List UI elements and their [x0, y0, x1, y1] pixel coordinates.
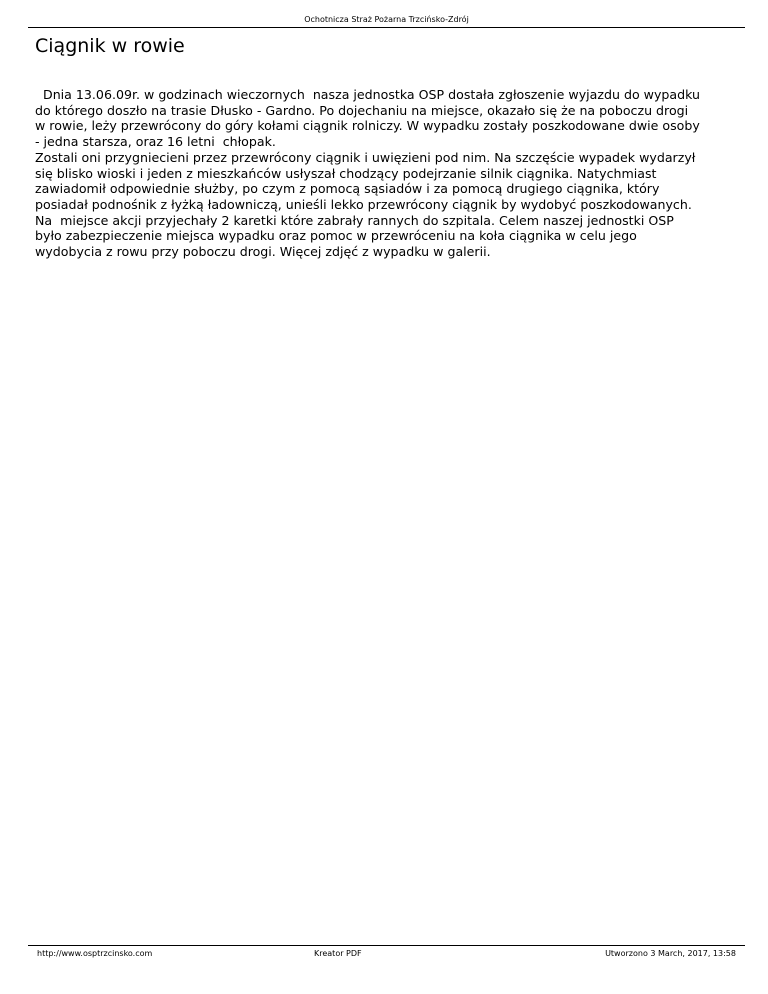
footer-url: http://www.osptrzcinsko.com — [37, 949, 153, 958]
footer-generator: Kreator PDF — [314, 949, 362, 958]
site-name: Ochotnicza Straż Pożarna Trzcińsko-Zdrój — [304, 15, 469, 24]
page-footer — [28, 945, 745, 960]
article-title: Ciągnik w rowie — [35, 35, 185, 57]
article-line: Na miejsce akcji przyjechały 2 karetki które zabrały rannych do szpitala. Celem naszej jednostki OSP — [35, 212, 674, 228]
article-line: Zostali oni przygniecieni przez przewrócony ciągnik i uwięzieni pod nim. Na szczęście wypadek wydarzył — [35, 149, 696, 165]
article-body — [35, 87, 741, 260]
article-line: Dnia 13.06.09r. w godzinach wieczornych nasza jednostka OSP dostała zgłoszenie wyjazdu do wypadku — [35, 87, 700, 102]
article-line: było zabezpieczenie miejsca wypadku oraz pomoc w przewróceniu na koła ciągnika w celu jego — [35, 228, 637, 244]
article-line: - jedna starsza, oraz 16 letni chłopak. — [35, 134, 276, 150]
article-line: wydobycia z rowu przy poboczu drogi. Więcej zdjęć z wypadku w galerii. — [35, 244, 491, 260]
article-line: posiadał podnośnik z łyżką ładowniczą, unieśli lekko przewrócony ciągnik by wydobyć poszkodowanych. — [35, 196, 692, 212]
article-line: w rowie, leży przewrócony do góry kołami ciągnik rolniczy. W wypadku zostały poszkodowane dwie osoby — [35, 118, 700, 134]
article-line: zawiadomił odpowiednie służby, po czym z pomocą sąsiadów i za pomocą drugiego ciągnika, który — [35, 181, 660, 197]
article-line: się blisko wioski i jeden z mieszkańców usłyszał chodzący podejrzanie silnik ciągnika. Natychmiast — [35, 165, 657, 181]
footer-created-date: Utworzono 3 March, 2017, 13:58 — [605, 949, 736, 958]
article-line: do którego doszło na trasie Dłusko - Gardno. Po dojechaniu na miejsce, okazało się że na poboczu drogi — [35, 102, 689, 118]
page-header — [28, 15, 745, 28]
